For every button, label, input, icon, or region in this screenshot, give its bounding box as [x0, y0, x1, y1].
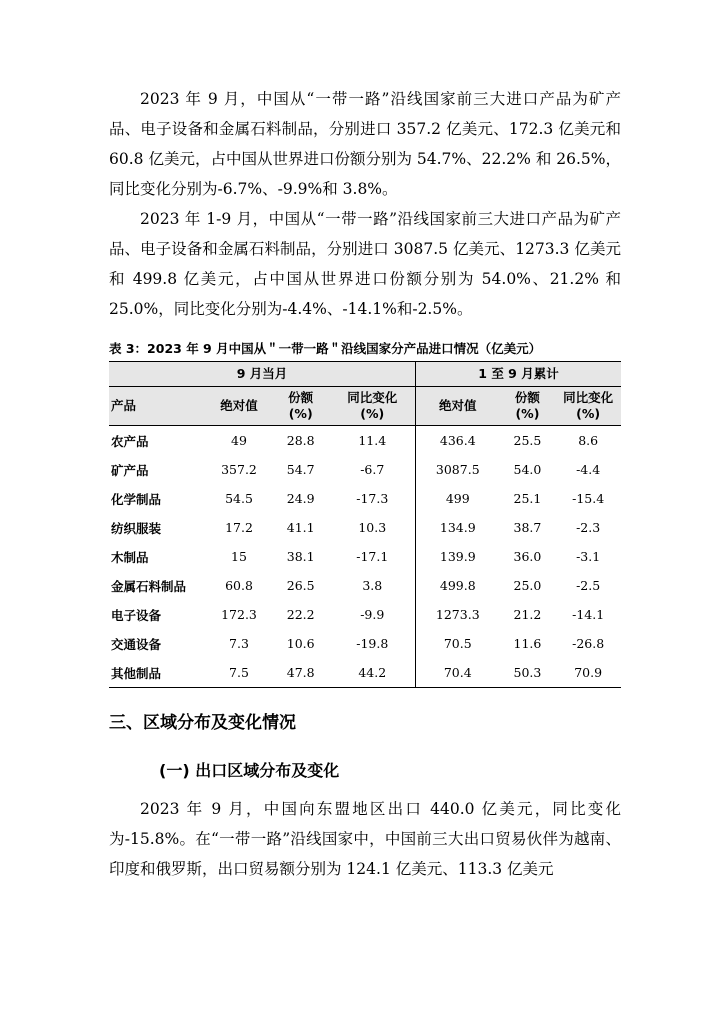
table-body — [109, 426, 621, 688]
table-cell-value: -3.1 — [576, 549, 601, 564]
table-cell-value: 172.3 — [221, 607, 257, 622]
table-cell-product: 交通设备 — [111, 636, 162, 652]
table-cell-value: 3087.5 — [435, 462, 480, 477]
table-cell-value: 8.6 — [578, 433, 599, 448]
table-cell-value: -9.9 — [330, 600, 416, 629]
table-row — [109, 542, 621, 571]
paragraph-export-regions: 2023 年 9 月，中国向东盟地区出口 440.0 亿美元，同比变化为-15.8%。在“一带一路”沿线国家中，中国前三大出口贸易伙伴为越南、印度和俄罗斯，出口贸易额分别为 124.1 亿美元、113.3 亿美元 — [109, 800, 621, 878]
table-cell-value: 10.3 — [330, 513, 416, 542]
header-abs-sept: 绝对值 — [206, 387, 272, 426]
table-cell-value: -2.3 — [576, 520, 601, 535]
table-cell-value: 41.1 — [286, 520, 315, 535]
table-cell-value: 436.4 — [439, 433, 476, 448]
table-cell-product: 电子设备 — [111, 607, 162, 623]
table-cell-value: 499.8 — [439, 578, 476, 593]
header-share-ytd: 份额 (%) — [500, 387, 556, 426]
header-group-ytd: 1 至 9 月累计 — [415, 362, 621, 387]
table-cell-value: 15 — [231, 549, 247, 564]
table-cell-value: 28.8 — [286, 433, 315, 448]
table-row — [109, 513, 621, 542]
table-row — [109, 484, 621, 513]
table-cell-value: -14.1 — [572, 607, 605, 622]
header-abs-ytd: 绝对值 — [415, 387, 499, 426]
table-cell-value: -4.4 — [576, 462, 601, 477]
table-cell-value: 49 — [231, 433, 247, 448]
table-cell-value: 17.2 — [225, 520, 253, 535]
table-cell-product: 矿产品 — [111, 462, 149, 478]
table-cell-value: 26.5 — [286, 578, 315, 593]
table-cell-product: 木制品 — [111, 549, 149, 565]
paragraph-ytd-imports: 2023 年 1-9 月，中国从“一带一路”沿线国家前三大进口产品为矿产品、电子设备和金属石料制品，分别进口 3087.5 亿美元、1273.3 亿美元和 499.8 亿美元，占中国从世界进口份额分别为 54.0%、21.2% 和 25.0%，同比变化分别为-4.4%、-14.1%和-2.5%。 — [109, 210, 621, 318]
table-row — [109, 600, 621, 629]
table-cell-value: 11.6 — [513, 636, 542, 651]
table-row — [109, 455, 621, 484]
table-cell-product: 纺织服装 — [111, 520, 162, 536]
table-cell-value: 60.8 — [225, 578, 253, 593]
table-cell-value: 38.7 — [513, 520, 542, 535]
header-product: 产品 — [109, 387, 206, 426]
table-cell-value: 54.7 — [286, 462, 315, 477]
header-yoy-ytd: 同比变化 (%) — [555, 387, 621, 426]
table-cell-value: 25.0 — [513, 578, 542, 593]
paragraph-sept-imports: 2023 年 9 月，中国从“一带一路”沿线国家前三大进口产品为矿产品、电子设备和金属石料制品，分别进口 357.2 亿美元、172.3 亿美元和 60.8 亿美元，占中国从世界进口份额分别为 54.7%、22.2% 和 26.5%，同比变化分别为-6.7%、-9.9%和 3.8%。 — [109, 90, 621, 198]
table-cell-value: 357.2 — [221, 462, 257, 477]
table-cell-value: 24.9 — [286, 491, 315, 506]
table-cell-value: 139.9 — [439, 549, 476, 564]
table-cell-product: 其他制品 — [109, 658, 206, 688]
import-by-product-table — [109, 361, 621, 688]
document-page — [109, 84, 621, 884]
table-caption: 表 3：2023 年 9 月中国从＂一带一路＂沿线国家分产品进口情况（亿美元） — [109, 341, 542, 356]
subsection-heading: (一) 出口区域分布及变化 — [159, 761, 340, 780]
table-cell-value: 70.5 — [443, 636, 472, 651]
table-cell-value: 22.2 — [286, 607, 315, 622]
table-row — [109, 571, 621, 600]
table-cell-value: 36.0 — [513, 549, 542, 564]
table-cell-value: 25.1 — [513, 491, 542, 506]
table-cell-value: -26.8 — [572, 636, 605, 651]
table-cell-value: 38.1 — [286, 549, 315, 564]
header-yoy-sept: 同比变化 (%) — [330, 387, 416, 426]
table-cell-value: 70.9 — [555, 658, 621, 688]
table-cell-value: 25.5 — [513, 433, 542, 448]
table-cell-value: 54.5 — [225, 491, 253, 506]
table-cell-value: 11.4 — [330, 426, 416, 456]
table-cell-product: 农产品 — [111, 433, 149, 449]
table-cell-value: 47.8 — [272, 658, 330, 688]
table-cell-value: -2.5 — [576, 578, 601, 593]
header-group-sept: 9 月当月 — [109, 362, 415, 387]
table-cell-value: -19.8 — [330, 629, 416, 658]
table-row — [109, 629, 621, 658]
section-heading: 三、区域分布及变化情况 — [109, 713, 296, 733]
table-cell-value: 3.8 — [330, 571, 416, 600]
table-cell-value: 21.2 — [513, 607, 542, 622]
table-cell-value: 50.3 — [500, 658, 556, 688]
table-cell-value: 7.3 — [229, 636, 249, 651]
table-cell-value: -6.7 — [330, 455, 416, 484]
table-cell-value: 54.0 — [513, 462, 542, 477]
table-cell-value: 7.5 — [206, 658, 272, 688]
table-cell-value: 70.4 — [415, 658, 499, 688]
table-cell-value: 10.6 — [286, 636, 315, 651]
table-row — [109, 658, 621, 688]
table-cell-product: 化学制品 — [111, 491, 162, 507]
table-cell-value: -15.4 — [572, 491, 605, 506]
table-cell-value: 44.2 — [330, 658, 416, 688]
table-cell-value: 499 — [445, 491, 470, 506]
table-cell-product: 金属石料制品 — [111, 578, 187, 594]
table-cell-value: -17.1 — [330, 542, 416, 571]
table-row — [109, 426, 621, 456]
table-cell-value: -17.3 — [330, 484, 416, 513]
header-share-sept: 份额 (%) — [272, 387, 330, 426]
table-cell-value: 134.9 — [439, 520, 476, 535]
table-cell-value: 1273.3 — [435, 607, 480, 622]
